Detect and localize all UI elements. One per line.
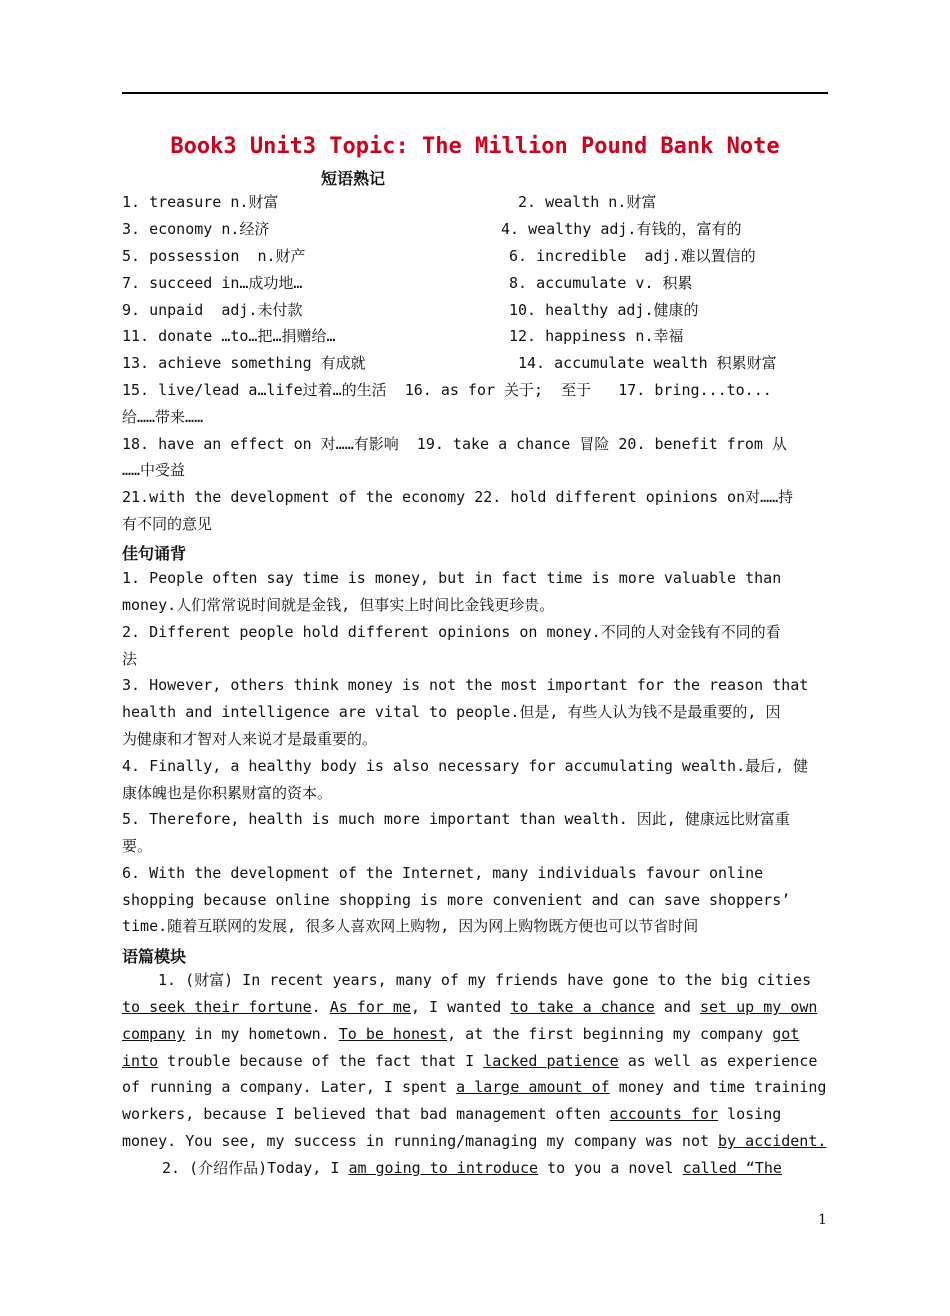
phrase-item: 6. incredible adj.难以置信的 bbox=[509, 247, 756, 265]
phrase-item: 13. achieve something 有成就 bbox=[122, 354, 366, 372]
passage-text: , I wanted bbox=[411, 998, 511, 1016]
sentence-line: 4. Finally, a healthy body is also necessary for accumulating wealth.最后, 健 bbox=[122, 757, 809, 775]
phrase-item: 12. happiness n.幸福 bbox=[509, 327, 684, 345]
header-rule bbox=[122, 92, 828, 94]
phrase-item: 18. have an effect on 对……有影响 19. take a chance 冒险 20. benefit from 从 bbox=[122, 435, 787, 453]
passage-text: 2. (介绍作品)Today, I bbox=[162, 1159, 349, 1177]
passage-text: money and time training bbox=[609, 1078, 827, 1096]
sentence-line: 3. However, others think money is not the most important for the reason that bbox=[122, 676, 809, 694]
sentence-line: 2. Different people hold different opinions on money.不同的人对金钱有不同的看 bbox=[122, 623, 781, 641]
underlined-phrase: to seek their fortune bbox=[122, 998, 312, 1016]
phrase-item: 1. treasure n.财富 bbox=[122, 193, 279, 211]
passage-line bbox=[122, 1101, 781, 1128]
sentence-line: 1. People often say time is money, but in fact time is more valuable than bbox=[122, 569, 782, 587]
phrase-item: 14. accumulate wealth 积累财富 bbox=[518, 354, 777, 372]
sentence-line: time.随着互联网的发展, 很多人喜欢网上购物, 因为网上购物既方便也可以节省时间 bbox=[122, 917, 699, 935]
phrase-item: 给……带来…… bbox=[122, 408, 204, 426]
passage-line: 1. (财富) In recent years, many of my friends have gone to the big cities bbox=[158, 971, 812, 989]
phrase-item: 10. healthy adj.健康的 bbox=[509, 301, 699, 319]
sentence-line: 5. Therefore, health is much more important than wealth. 因此, 健康远比财富重 bbox=[122, 810, 790, 828]
phrase-item: ……中受益 bbox=[122, 461, 186, 479]
passage-text: in my hometown. bbox=[185, 1025, 339, 1043]
passage-text: workers, because I believed that bad management often bbox=[122, 1105, 610, 1123]
passage-text: to you a novel bbox=[538, 1159, 683, 1177]
underlined-phrase: got bbox=[772, 1025, 800, 1043]
passage-text: losing bbox=[718, 1105, 782, 1123]
phrase-item: 9. unpaid adj.未付款 bbox=[122, 301, 303, 319]
underlined-phrase: called “The bbox=[682, 1159, 782, 1177]
passage-line bbox=[122, 1074, 826, 1101]
phrase-item: 21.with the development of the economy 22. hold different opinions on对……持 bbox=[122, 488, 794, 506]
phrase-item: 2. wealth n.财富 bbox=[518, 193, 657, 211]
passage-line bbox=[122, 994, 817, 1021]
sentence-line: health and intelligence are vital to people.但是, 有些人认为钱不是最重要的, 因 bbox=[122, 703, 781, 721]
phrases-heading: 短语熟记 bbox=[321, 169, 386, 188]
sentence-line: 为健康和才智对人来说才是最重要的。 bbox=[122, 730, 378, 748]
passage-text: of running a company. Later, I spent bbox=[122, 1078, 457, 1096]
phrase-item: 4. wealthy adj.有钱的，富有的 bbox=[501, 220, 742, 238]
phrase-item: 有不同的意见 bbox=[122, 515, 213, 533]
sentence-line: 6. With the development of the Internet, many individuals favour online bbox=[122, 864, 764, 882]
passage-heading: 语篇模块 bbox=[122, 947, 187, 966]
sentence-line: shopping because online shopping is more convenient and can save shoppers’ bbox=[122, 891, 791, 909]
passage-line bbox=[122, 1021, 799, 1048]
underlined-phrase: by accident. bbox=[718, 1132, 827, 1150]
phrase-item: 3. economy n.经济 bbox=[122, 220, 270, 238]
underlined-phrase: accounts for bbox=[609, 1105, 719, 1123]
underlined-phrase: set up my own bbox=[700, 998, 818, 1016]
underlined-phrase: into bbox=[122, 1052, 159, 1070]
sentence-line: 法 bbox=[122, 650, 138, 668]
phrase-item: 7. succeed in…成功地… bbox=[122, 274, 303, 292]
underlined-phrase: company bbox=[122, 1025, 186, 1043]
passage-text: as well as experience bbox=[618, 1052, 818, 1070]
passage-line bbox=[122, 1128, 826, 1155]
passage-text: money. You see, my success in running/managing my company was not bbox=[122, 1132, 719, 1150]
sentence-line: 要。 bbox=[122, 837, 153, 855]
page-title: Book3 Unit3 Topic: The Million Pound Bank Note bbox=[170, 134, 780, 159]
passage-line bbox=[122, 1048, 817, 1075]
passage-text: trouble because of the fact that I bbox=[158, 1052, 484, 1070]
underlined-phrase: to take a chance bbox=[510, 998, 655, 1016]
underlined-phrase: lacked patience bbox=[483, 1052, 619, 1070]
phrase-item: 11. donate …to…把…捐赠给… bbox=[122, 327, 336, 345]
passage-line bbox=[162, 1155, 782, 1182]
sentences-heading: 佳句诵背 bbox=[122, 544, 187, 563]
page-number: 1 bbox=[818, 1212, 827, 1228]
passage-text: and bbox=[654, 998, 700, 1016]
underlined-phrase: To be honest bbox=[338, 1025, 448, 1043]
underlined-phrase: As for me bbox=[329, 998, 411, 1016]
underlined-phrase: am going to introduce bbox=[348, 1159, 539, 1177]
sentence-line: money.人们常常说时间就是金钱, 但事实上时间比金钱更珍贵。 bbox=[122, 596, 555, 614]
phrase-item: 15. live/lead a…life过着…的生活 16. as for 关于; 至于 17. bring...to... bbox=[122, 381, 772, 399]
underlined-phrase: a large amount of bbox=[456, 1078, 610, 1096]
phrase-item: 5. possession n.财产 bbox=[122, 247, 306, 265]
phrase-item: 8. accumulate v. 积累 bbox=[509, 274, 693, 292]
passage-text: , at the first beginning my company bbox=[447, 1025, 773, 1043]
sentence-line: 康体魄也是你积累财富的资本。 bbox=[122, 784, 333, 802]
passage-text: . bbox=[311, 998, 330, 1016]
